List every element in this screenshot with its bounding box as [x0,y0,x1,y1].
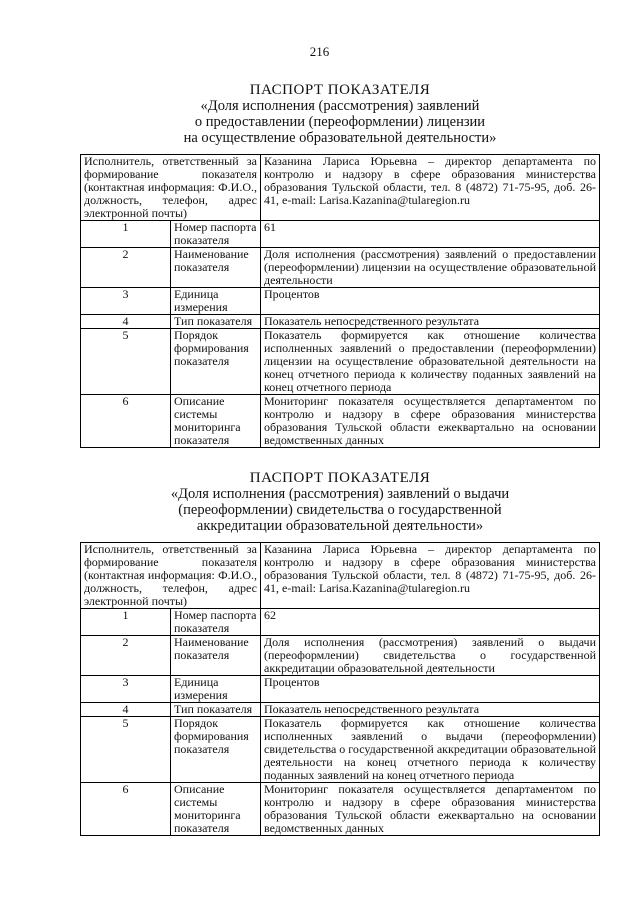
row-label: Порядок формирования показателя [171,329,261,395]
table-row [81,609,600,636]
row-value: Показатель непосредственного результата [261,703,600,717]
row-label: Тип показателя [171,703,261,717]
executor-value: Казанина Лариса Юрьевна – директор департамента по контролю и надзору в сфере образования министерства образования Тульской области, тел. 8 (4872) 71-75-95, доб. 26-41, e-mail: Larisa.Kazanina@tularegion.ru [261,155,600,221]
passport-62 [80,470,600,836]
table-row [81,636,600,676]
row-label: Номер паспорта показателя [171,609,261,636]
row-value: Доля исполнения (рассмотрения) заявлений о выдачи (переоформлении) свидетельства о государственной аккредитации образовательной деятельности [261,636,600,676]
row-value: 61 [261,221,600,248]
row-number: 6 [81,395,171,448]
passport-61 [80,82,600,448]
row-value: Показатель непосредственного результата [261,315,600,329]
row-value: Показатель формируется как отношение количества исполненных заявлений о выдачи (переоформлении) свидетельства о государственной аккредитации образовательной деятельности на конец отчетного периода к количеству поданных заявлений на конец отчетного периода [261,717,600,783]
row-number: 1 [81,609,171,636]
passport-subtitle-line: о предоставлении (переоформлении) лицензии [194,114,486,130]
row-number: 3 [81,288,171,315]
table-row [81,543,600,609]
row-label: Наименование показателя [171,248,261,288]
table-row [81,395,600,448]
executor-label: Исполнитель, ответственный за формирование показателя (контактная информация: Ф.И.О., должность, телефон, адрес электронной почты) [81,155,261,221]
row-value: 62 [261,609,600,636]
table-row [81,329,600,395]
executor-value: Казанина Лариса Юрьевна – директор департамента по контролю и надзору в сфере образования министерства образования Тульской области, тел. 8 (4872) 71-75-95, доб. 26-41, e-mail: Larisa.Kazanina@tularegion.ru [261,543,600,609]
row-label: Описание системы мониторинга показателя [171,783,261,836]
row-value: Мониторинг показателя осуществляется департаментом по контролю и надзору в сфере образования министерства образования Тульской области ежеквартально на основании ведомственных данных [261,395,600,448]
table-row [81,703,600,717]
passport-subtitle-line: на осуществление образовательной деятельности» [183,130,497,146]
row-number: 4 [81,315,171,329]
passport-title: ПАСПОРТ ПОКАЗАТЕЛЯ [249,470,431,486]
passport-table [80,154,600,448]
row-label: Описание системы мониторинга показателя [171,395,261,448]
row-number: 5 [81,717,171,783]
passport-heading [80,82,600,146]
row-number: 5 [81,329,171,395]
passport-subtitle-line: «Доля исполнения (рассмотрения) заявлений о выдачи [170,486,510,502]
table-row [81,288,600,315]
row-label: Порядок формирования показателя [171,717,261,783]
row-number: 3 [81,676,171,703]
table-row [81,315,600,329]
passport-subtitle-line: «Доля исполнения (рассмотрения) заявлений [200,98,480,114]
page-number: 216 [309,44,330,59]
passport-heading [80,470,600,534]
row-number: 2 [81,248,171,288]
row-value: Показатель формируется как отношение количества исполненных заявлений о предоставлении (переоформлении) лицензии на осуществление образовательной деятельности на конец отчетного периода к количеству поданных заявлений на конец отчетного периода [261,329,600,395]
row-value: Процентов [261,676,600,703]
row-value: Доля исполнения (рассмотрения) заявлений о предоставлении (переоформлении) лицензии на осуществление образовательной деятельности [261,248,600,288]
table-row [81,155,600,221]
row-number: 1 [81,221,171,248]
passport-title: ПАСПОРТ ПОКАЗАТЕЛЯ [249,82,431,98]
row-number: 6 [81,783,171,836]
row-label: Тип показателя [171,315,261,329]
row-value: Процентов [261,288,600,315]
row-number: 2 [81,636,171,676]
passport-table [80,542,600,836]
table-row [81,221,600,248]
row-label: Номер паспорта показателя [171,221,261,248]
executor-label: Исполнитель, ответственный за формирование показателя (контактная информация: Ф.И.О., должность, телефон, адрес электронной почты) [81,543,261,609]
row-label: Единица измерения [171,676,261,703]
table-row [81,676,600,703]
table-row [81,248,600,288]
row-label: Единица измерения [171,288,261,315]
table-row [81,717,600,783]
row-value: Мониторинг показателя осуществляется департаментом по контролю и надзору в сфере образования министерства образования Тульской области ежеквартально на основании ведомственных данных [261,783,600,836]
passport-subtitle-line: (переоформлении) свидетельства о государственной [178,502,502,518]
table-row [81,783,600,836]
row-label: Наименование показателя [171,636,261,676]
row-number: 4 [81,703,171,717]
passport-subtitle-line: аккредитации образовательной деятельности» [196,518,484,534]
